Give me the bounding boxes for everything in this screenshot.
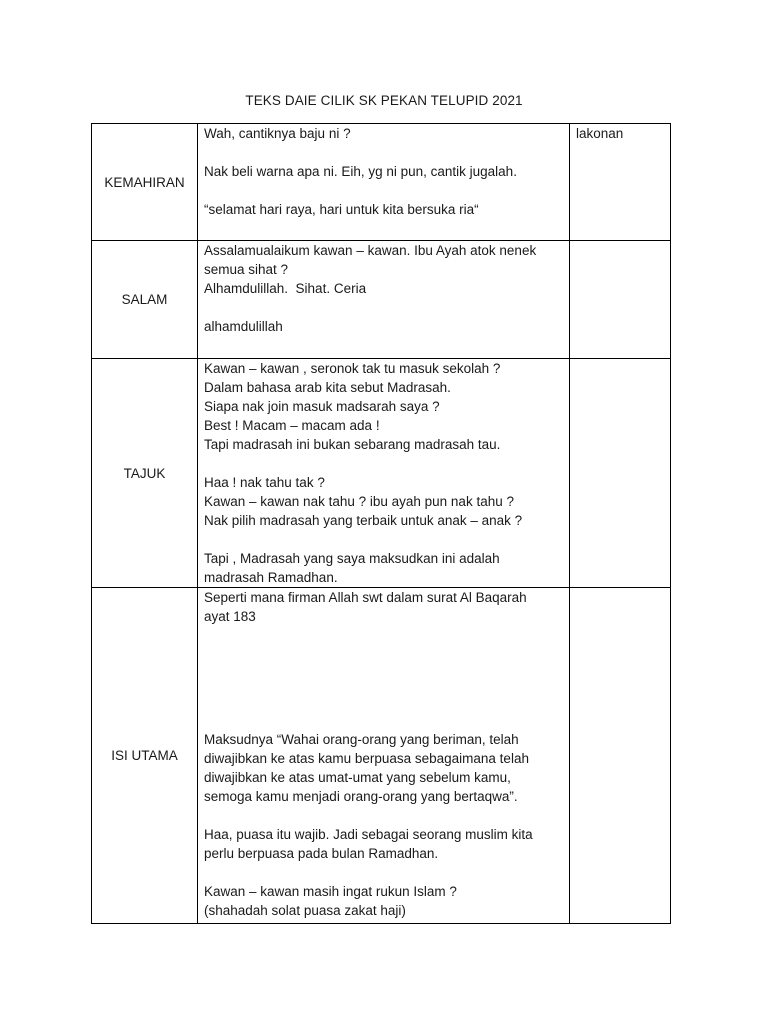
content-line: Nak beli warna apa ni. Eih, yg ni pun, cantik jugalah. bbox=[204, 164, 517, 179]
content-line: Seperti mana firman Allah swt dalam surat Al Baqarah bbox=[204, 590, 527, 605]
content-line: Best ! Macam – macam ada ! bbox=[204, 418, 380, 433]
content-line: Kawan – kawan masih ingat rukun Islam ? bbox=[204, 884, 457, 899]
section-label: ISI UTAMA bbox=[92, 588, 198, 924]
content-line: “selamat hari raya, hari untuk kita bersuka ria“ bbox=[204, 202, 479, 217]
content-line: Alhamdulillah. Sihat. Ceria bbox=[204, 281, 367, 296]
row-content bbox=[198, 124, 570, 241]
table-row-salam bbox=[92, 241, 671, 359]
row-content bbox=[198, 241, 570, 359]
note-cell bbox=[570, 588, 671, 924]
table-row-isi-utama bbox=[92, 588, 671, 924]
content-line: ayat 183 bbox=[204, 609, 256, 624]
content-line: Haa, puasa itu wajib. Jadi sebagai seorang muslim kita bbox=[204, 827, 533, 842]
section-label: SALAM bbox=[92, 241, 198, 359]
document-title: TEKS DAIE CILIK SK PEKAN TELUPID 2021 bbox=[245, 93, 523, 108]
content-line: diwajibkan ke atas kamu berpuasa sebagaimana telah bbox=[204, 751, 529, 766]
row-content bbox=[198, 359, 570, 588]
script-table bbox=[91, 123, 671, 924]
section-label: KEMAHIRAN bbox=[92, 124, 198, 241]
content-line: Dalam bahasa arab kita sebut Madrasah. bbox=[204, 380, 451, 395]
content-line: semoga kamu menjadi orang-orang yang bertaqwa”. bbox=[204, 789, 518, 804]
content-line: Kawan – kawan , seronok tak tu masuk sekolah ? bbox=[204, 361, 501, 376]
content-line: Maksudnya “Wahai orang-orang yang beriman, telah bbox=[204, 732, 519, 747]
content-line: Wah, cantiknya baju ni ? bbox=[204, 126, 351, 141]
content-line: Haa ! nak tahu tak ? bbox=[204, 475, 325, 490]
content-line: Siapa nak join masuk madsarah saya ? bbox=[204, 399, 440, 414]
content-line: Tapi madrasah ini bukan sebarang madrasah tau. bbox=[204, 437, 501, 452]
section-label: TAJUK bbox=[92, 359, 198, 588]
table-row-tajuk bbox=[92, 359, 671, 588]
content-line: semua sihat ? bbox=[204, 262, 289, 277]
content-line: alhamdulillah bbox=[204, 319, 283, 334]
content-line: Assalamualaikum kawan – kawan. Ibu Ayah atok nenek bbox=[204, 243, 537, 258]
content-line: madrasah Ramadhan. bbox=[204, 570, 338, 585]
table-row-kemahiran bbox=[92, 124, 671, 241]
content-line: Nak pilih madrasah yang terbaik untuk anak – anak ? bbox=[204, 513, 523, 528]
content-line: perlu berpuasa pada bulan Ramadhan. bbox=[204, 846, 439, 861]
note-cell bbox=[570, 241, 671, 359]
content-line: (shahadah solat puasa zakat haji) bbox=[204, 903, 406, 918]
content-line: Tapi , Madrasah yang saya maksudkan ini adalah bbox=[204, 551, 500, 566]
row-content bbox=[198, 588, 570, 924]
content-line: diwajibkan ke atas umat-umat yang sebelum kamu, bbox=[204, 770, 511, 785]
note-cell bbox=[570, 359, 671, 588]
content-line: Kawan – kawan nak tahu ? ibu ayah pun nak tahu ? bbox=[204, 494, 514, 509]
note-cell: lakonan bbox=[570, 124, 671, 241]
